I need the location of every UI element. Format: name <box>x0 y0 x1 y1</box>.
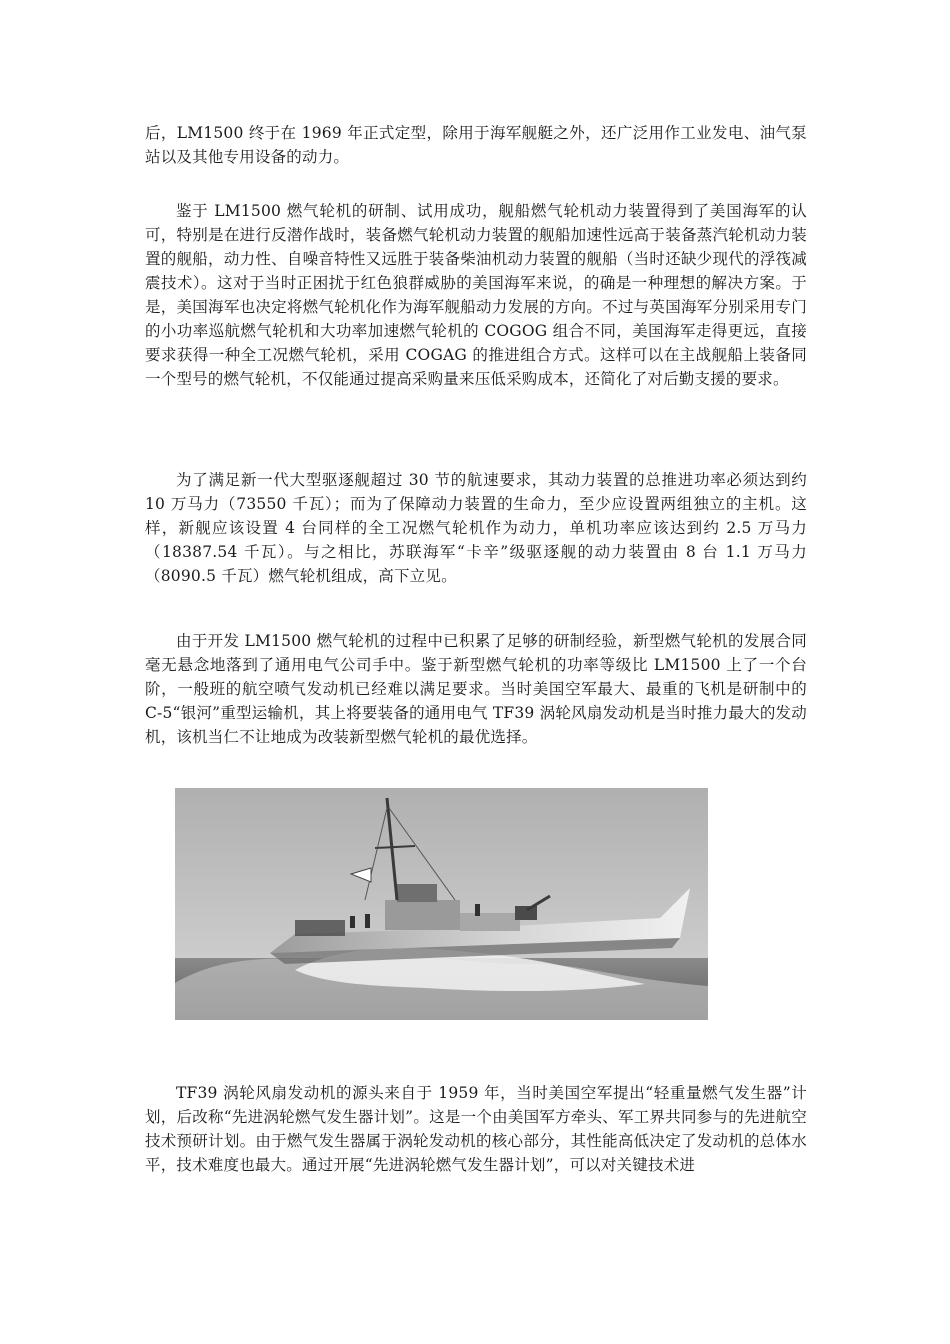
aft-gear <box>295 920 345 936</box>
paragraph-text: TF39 涡轮风扇发动机的源头来自于 1959 年，当时美国空军提出“轻重量燃气发生器”计划，后改称“先进涡轮燃气发生器计划”。这是一个由美国军方牵头、军工界共同参与的先进航空技术预研计划。由于燃气发生器属于涡轮发动机的核心部分，其性能高低决定了发动机的总体水平，技术难度也最大。通过开展“先进涡轮燃气发生器计划”，可以对关键技术进 <box>145 1084 807 1174</box>
paragraph-text: 为了满足新一代大型驱逐舰超过 30 节的航速要求，其动力装置的总推进功率必须达到约 10 万马力（73550 千瓦）；而为了保障动力装置的生命力，至少应设置两组独立的主机。这样，新舰应该设置 4 台同样的全工况燃气轮机作为动力，单机功率应该达到约 2.5 万马力（18387.54 千瓦）。与之相比，苏联海军“卡辛”级驱逐舰的动力装置由 8 台 1.1 万马力（8090.5 千瓦）燃气轮机组成，高下立见。 <box>145 471 807 585</box>
deck-house <box>460 913 520 931</box>
bridge <box>385 900 460 930</box>
crew <box>350 916 355 928</box>
boat-photo-illustration <box>175 788 708 1020</box>
paragraph-text: 由于开发 LM1500 燃气轮机的过程中已积累了足够的研制经验，新型燃气轮机的发展合同毫无悬念地落到了通用电气公司手中。鉴于新型燃气轮机的功率等级比 LM1500 上了一个台阶，一般班的航空喷气发动机已经难以满足要求。当时美国空军最大、最重的飞机是研制中的 C-5“银河”重型运输机，其上将要装备的通用电气 TF39 涡轮风扇发动机是当时推力最大的发动机，该机当仁不让地成为改装新型燃气轮机的最优选择。 <box>145 632 807 746</box>
paragraph-0 <box>145 121 807 169</box>
paragraph-text: 后，LM1500 终于在 1969 年正式定型，除用于海军舰艇之外，还广泛用作工业发电、油气泵站以及其他专用设备的动力。 <box>145 124 807 166</box>
paragraph-3 <box>145 629 807 749</box>
bridge-top <box>397 884 437 902</box>
paragraph-text: 鉴于 LM1500 燃气轮机的研制、试用成功，舰船燃气轮机动力装置得到了美国海军的认可，特别是在进行反潜作战时，装备燃气轮机动力装置的舰船加速性远高于装备蒸汽轮机动力装置的舰船，动力性、自噪音特性又远胜于装备柴油机动力装置的舰船（当时还缺少现代的浮筏减震技术）。这对于当时正困扰于红色狼群威胁的美国海军来说，的确是一种理想的解决方案。于是，美国海军也决定将燃气轮机化作为海军舰船动力发展的方向。不过与英国海军分别采用专门的小功率巡航燃气轮机和大功率加速燃气轮机的 COGOG 组合不同，美国海军走得更远，直接要求获得一种全工况燃气轮机，采用 COGAG 的推进组合方式。这样可以在主战舰船上装备同一个型号的燃气轮机，不仅能通过提高采购量来压低采购成本，还简化了对后勤支援的要求。 <box>145 202 807 388</box>
paragraph-2 <box>145 468 807 588</box>
boat-photo <box>175 788 708 1020</box>
paragraph-1 <box>145 199 807 391</box>
crew <box>365 914 370 928</box>
gun-mount <box>515 906 537 920</box>
crew <box>475 904 480 916</box>
paragraph-4 <box>145 1081 807 1177</box>
